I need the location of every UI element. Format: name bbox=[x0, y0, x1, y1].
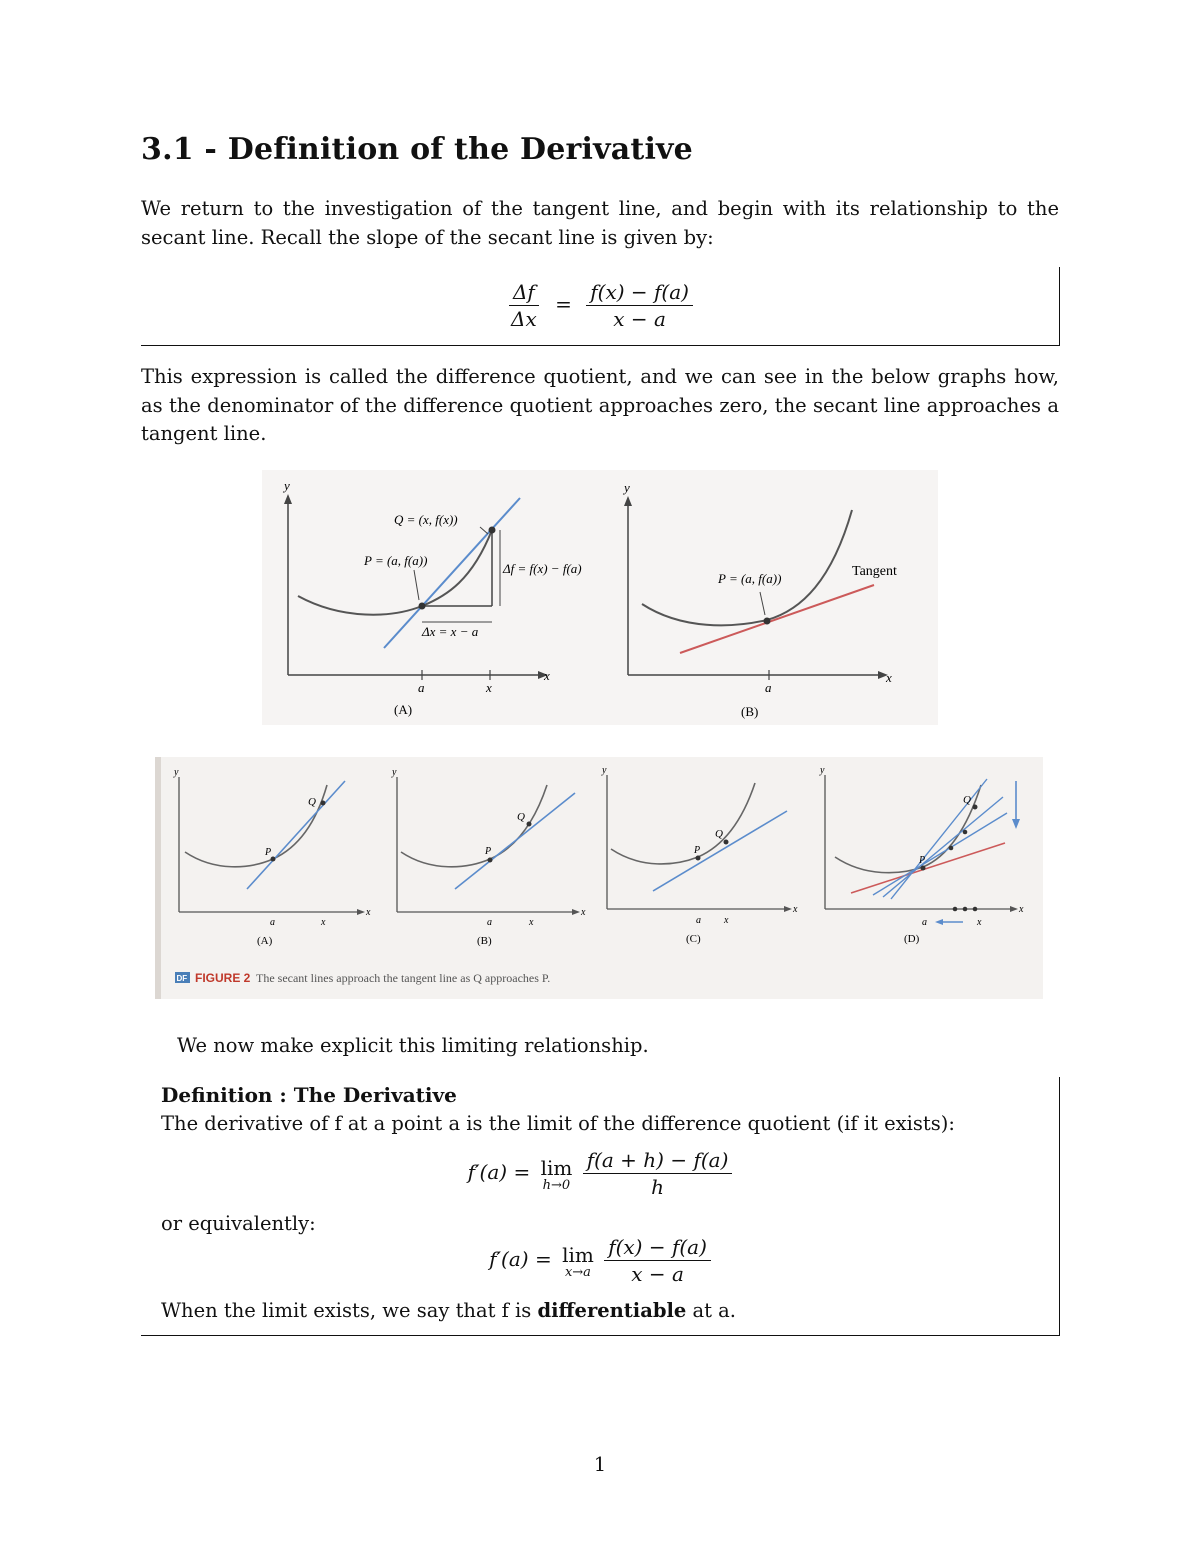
figure2-background bbox=[155, 757, 1043, 999]
f2b-p-label: P bbox=[485, 846, 492, 857]
f2c-tick-a: a bbox=[696, 915, 701, 926]
eqA-fraction bbox=[583, 1147, 733, 1200]
or-equivalently: or equivalently: bbox=[161, 1212, 316, 1235]
panel-b-y-label: y bbox=[624, 480, 630, 495]
f2d-axis-dot-1 bbox=[953, 907, 958, 912]
f2c-caption: (C) bbox=[686, 933, 701, 945]
eqA-denominator: h bbox=[651, 1175, 664, 1199]
panel-b-p-label: P = (a, f(a)) bbox=[718, 571, 782, 586]
page-number: 1 bbox=[593, 1453, 607, 1476]
differentiable-statement bbox=[161, 1299, 736, 1322]
equals-sign: = bbox=[555, 292, 572, 316]
panel-a-q-label: Q = (x, f(x)) bbox=[394, 512, 458, 527]
f2d-y-label: y bbox=[820, 765, 825, 776]
eqB-fraction bbox=[604, 1234, 711, 1287]
figure2-caption-text: The secant lines approach the tangent line as Q approaches P. bbox=[256, 971, 551, 985]
eqA-lim: lim bbox=[540, 1155, 573, 1180]
f2a-caption: (A) bbox=[257, 935, 273, 947]
panel-a-tick-x-label: x bbox=[486, 680, 492, 695]
delta-f: Δf bbox=[509, 279, 539, 306]
eqA-limit bbox=[541, 1156, 573, 1192]
f2c-p-label: P bbox=[694, 845, 701, 856]
f2d-p-label: P bbox=[919, 855, 926, 866]
panel-a-caption: (A) bbox=[394, 702, 413, 717]
panel-a-point-q bbox=[489, 527, 496, 534]
f2d-tick-a: a bbox=[922, 917, 927, 928]
eqB-numerator: f(x) − f(a) bbox=[604, 1234, 711, 1261]
f2a-tick-a: a bbox=[270, 917, 275, 928]
f2b-point-p bbox=[488, 858, 493, 863]
f2b-tick-x: x bbox=[529, 917, 534, 928]
panel-a-tick-a-label: a bbox=[418, 680, 425, 695]
intro-paragraph: We return to the investigation of the tangent line, and begin with its relationship to the secant line. Recall the slope of the secant line is given by: bbox=[141, 197, 1059, 249]
panel-a-point-p bbox=[419, 603, 426, 610]
secant-slope-equation bbox=[141, 279, 1059, 332]
f2a-tick-x: x bbox=[321, 917, 326, 928]
f2b-y-label: y bbox=[392, 767, 397, 778]
f2d-x-label: x bbox=[1019, 904, 1024, 915]
figure2-caption-figure-label: FIGURE 2 bbox=[195, 971, 251, 985]
eqA-numerator: f(a + h) − f(a) bbox=[583, 1147, 733, 1174]
f2a-q-label: Q bbox=[308, 796, 316, 808]
closing-bold: differentiable bbox=[537, 1299, 687, 1322]
f2d-tick-x: x bbox=[977, 917, 982, 928]
f2c-point-q bbox=[724, 840, 729, 845]
eqB-sub: x→a bbox=[564, 1264, 591, 1280]
panel-a-dx-label: Δx = x − a bbox=[422, 624, 479, 639]
definition-box bbox=[141, 1077, 1060, 1336]
difference-denominator: x − a bbox=[613, 307, 666, 331]
panel-a-y-label: y bbox=[284, 478, 290, 493]
f2b-point-q bbox=[527, 822, 532, 827]
f2d-point-q2 bbox=[963, 830, 968, 835]
eqB-denominator: x − a bbox=[631, 1262, 684, 1286]
figure2-caption-tag: DF bbox=[176, 974, 188, 983]
secant-slope-box bbox=[141, 267, 1060, 346]
derivative-limit-x bbox=[141, 1234, 1059, 1287]
f2d-axis-dot-2 bbox=[963, 907, 968, 912]
difference-fraction bbox=[586, 279, 693, 332]
f2d-point-q1 bbox=[949, 846, 954, 851]
eqA-lhs: f′(a) = bbox=[467, 1160, 531, 1184]
f2d-point-p bbox=[921, 866, 926, 871]
eqB-lim: lim bbox=[562, 1242, 594, 1267]
f2a-y-label: y bbox=[174, 767, 179, 778]
f2b-x-label: x bbox=[581, 907, 586, 918]
delta-x: Δx bbox=[511, 307, 537, 331]
difference-quotient-paragraph: This expression is called the difference quotient, and we can see in the below graphs how, as the denominator of the difference quotient approaches zero, the secant line approaches a tangent line. bbox=[141, 365, 1059, 445]
delta-fraction bbox=[507, 279, 541, 332]
f2c-tick-x: x bbox=[724, 915, 729, 926]
f2d-caption: (D) bbox=[904, 933, 920, 945]
definition-title: Definition : The Derivative bbox=[161, 1083, 457, 1107]
panel-a-p-label: P = (a, f(a)) bbox=[364, 553, 428, 568]
closing-post: at a. bbox=[686, 1299, 736, 1322]
panel-b-tick-a-label: a bbox=[765, 680, 772, 695]
figure2-caption bbox=[175, 971, 550, 985]
f2d-q-label: Q bbox=[963, 794, 971, 806]
panel-b-x-label: x bbox=[886, 670, 892, 685]
difference-numerator: f(x) − f(a) bbox=[586, 279, 693, 306]
f2b-tick-a: a bbox=[487, 917, 492, 928]
eqB-lhs: f′(a) = bbox=[489, 1247, 552, 1271]
figure2-left-shadow bbox=[155, 757, 161, 999]
figure-secants-approach-tangent bbox=[155, 757, 1043, 999]
closing-pre: When the limit exists, we say that f is bbox=[161, 1299, 538, 1322]
panel-b-point-p bbox=[764, 618, 771, 625]
f2d-axis-dot-3 bbox=[973, 907, 978, 912]
f2a-point-q bbox=[321, 801, 326, 806]
f2c-point-p bbox=[696, 856, 701, 861]
f2d-point-q3 bbox=[973, 805, 978, 810]
panel-a-x-label: x bbox=[544, 668, 550, 683]
f2a-point-p bbox=[271, 857, 276, 862]
figure-secant-vs-tangent bbox=[262, 470, 938, 725]
definition-statement: The derivative of f at a point a is the limit of the difference quotient (if it exists): bbox=[161, 1112, 955, 1135]
f2b-caption: (B) bbox=[477, 935, 492, 947]
f2c-y-label: y bbox=[602, 765, 607, 776]
f2c-x-label: x bbox=[793, 904, 798, 915]
f2b-q-label: Q bbox=[517, 811, 525, 823]
section-title: 3.1 - Definition of the Derivative bbox=[141, 132, 693, 167]
f2c-q-label: Q bbox=[715, 828, 723, 840]
eqA-sub: h→0 bbox=[542, 1177, 571, 1193]
panel-b-caption: (B) bbox=[741, 704, 759, 719]
derivative-limit-h bbox=[141, 1147, 1059, 1200]
f2a-p-label: P bbox=[265, 847, 272, 858]
panel-b-tangent-label: Tangent bbox=[852, 564, 897, 579]
f2a-x-label: x bbox=[366, 907, 371, 918]
transition-sentence: We now make explicit this limiting relationship. bbox=[177, 1034, 649, 1057]
panel-a-df-label: Δf = f(x) − f(a) bbox=[503, 561, 582, 576]
eqB-limit bbox=[562, 1243, 594, 1279]
